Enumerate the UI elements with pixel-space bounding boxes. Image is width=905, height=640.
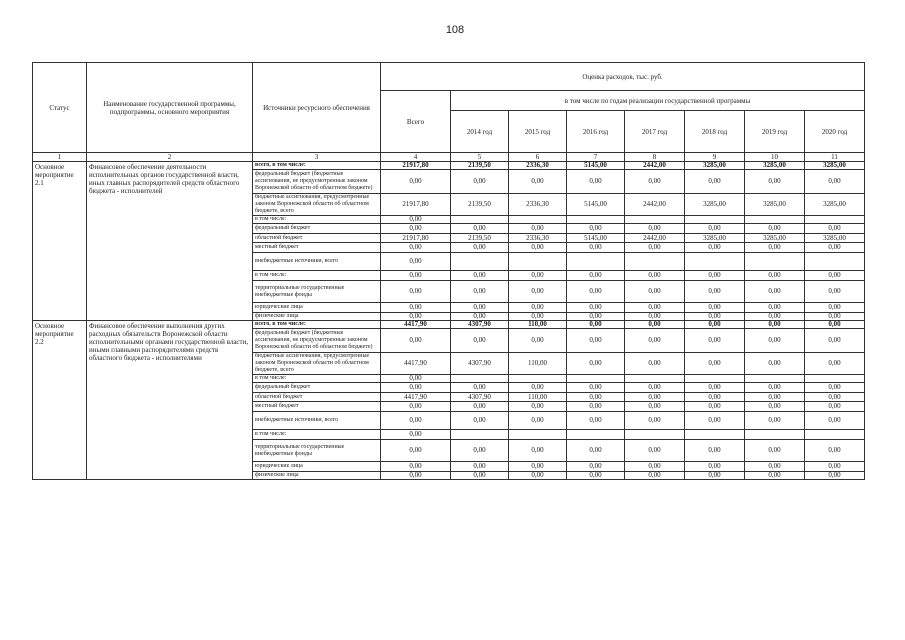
source-cell: внебюджетные источники, всего xyxy=(253,253,381,271)
table-row xyxy=(33,321,865,329)
value-cell xyxy=(685,430,745,440)
value-cell: 0,00 xyxy=(745,393,805,402)
table-row xyxy=(33,162,865,170)
source-cell: юридические лица xyxy=(253,303,381,313)
value-cell: 0,00 xyxy=(745,303,805,313)
value-cell: 0,00 xyxy=(745,353,805,375)
source-cell: местный бюджет xyxy=(253,243,381,253)
source-cell: местный бюджет xyxy=(253,402,381,412)
value-cell: 0,00 xyxy=(509,440,567,462)
budget-table xyxy=(32,62,865,480)
value-cell: 0,00 xyxy=(451,313,509,321)
value-cell: 0,00 xyxy=(381,329,451,353)
value-cell: 0,00 xyxy=(805,271,865,281)
value-cell: 0,00 xyxy=(625,462,685,472)
value-cell: 0,00 xyxy=(567,243,625,253)
value-cell: 5145,00 xyxy=(567,234,625,243)
header-name: Наименование государственной программы, подпрограммы, основного мероприятия xyxy=(87,63,253,153)
header-year: 2019 год xyxy=(745,111,805,153)
value-cell: 110,00 xyxy=(509,393,567,402)
value-cell xyxy=(509,375,567,383)
source-cell: физические лица xyxy=(253,472,381,480)
value-cell xyxy=(451,430,509,440)
value-cell: 0,00 xyxy=(625,281,685,303)
value-cell: 0,00 xyxy=(805,313,865,321)
value-cell: 0,00 xyxy=(625,313,685,321)
value-cell xyxy=(509,216,567,224)
value-cell: 0,00 xyxy=(381,383,451,393)
value-cell: 0,00 xyxy=(451,243,509,253)
value-cell: 0,00 xyxy=(685,281,745,303)
value-cell: 0,00 xyxy=(805,224,865,234)
value-cell: 0,00 xyxy=(625,303,685,313)
value-cell: 0,00 xyxy=(745,383,805,393)
program-name-cell: Финансовое обеспечение выполнения других расходных обязательств Воронежской области исполнительными органами государственной власти, иными главными распорядителями средств областного бюджета - исполнителями xyxy=(87,321,253,480)
value-cell: 0,00 xyxy=(685,393,745,402)
value-cell: 0,00 xyxy=(625,243,685,253)
value-cell: 0,00 xyxy=(567,303,625,313)
status-cell: Основное мероприятие 2.2 xyxy=(33,321,87,480)
value-cell: 0,00 xyxy=(451,383,509,393)
value-cell xyxy=(745,253,805,271)
value-cell: 0,00 xyxy=(381,281,451,303)
value-cell: 3285,00 xyxy=(805,194,865,216)
value-cell: 0,00 xyxy=(451,329,509,353)
value-cell: 0,00 xyxy=(381,224,451,234)
value-cell: 0,00 xyxy=(685,472,745,480)
value-cell xyxy=(509,253,567,271)
source-cell: в том числе: xyxy=(253,271,381,281)
value-cell: 0,00 xyxy=(685,440,745,462)
value-cell: 0,00 xyxy=(381,430,451,440)
value-cell: 0,00 xyxy=(685,321,745,329)
value-cell xyxy=(685,216,745,224)
value-cell xyxy=(685,253,745,271)
header-year: 2017 год xyxy=(625,111,685,153)
value-cell: 0,00 xyxy=(381,440,451,462)
value-cell: 0,00 xyxy=(451,412,509,430)
value-cell: 0,00 xyxy=(685,462,745,472)
value-cell: 3285,00 xyxy=(745,162,805,170)
column-number: 4 xyxy=(381,153,451,162)
value-cell: 0,00 xyxy=(567,271,625,281)
value-cell: 0,00 xyxy=(805,412,865,430)
value-cell: 0,00 xyxy=(381,462,451,472)
value-cell: 0,00 xyxy=(745,402,805,412)
source-cell: юридические лица xyxy=(253,462,381,472)
value-cell xyxy=(745,430,805,440)
column-number: 6 xyxy=(509,153,567,162)
value-cell: 2336,30 xyxy=(509,194,567,216)
value-cell xyxy=(451,216,509,224)
column-number: 11 xyxy=(805,153,865,162)
value-cell: 0,00 xyxy=(625,393,685,402)
value-cell: 0,00 xyxy=(625,329,685,353)
source-cell: федеральный бюджет xyxy=(253,383,381,393)
value-cell: 0,00 xyxy=(381,253,451,271)
source-cell: в том числе: xyxy=(253,216,381,224)
value-cell: 0,00 xyxy=(509,224,567,234)
value-cell: 0,00 xyxy=(625,353,685,375)
header-year: 2015 год xyxy=(509,111,567,153)
value-cell: 110,00 xyxy=(509,321,567,329)
value-cell: 0,00 xyxy=(745,313,805,321)
value-cell: 3285,00 xyxy=(685,194,745,216)
value-cell: 3285,00 xyxy=(745,234,805,243)
source-cell: федеральный бюджет xyxy=(253,224,381,234)
value-cell: 0,00 xyxy=(381,412,451,430)
page-number: 108 xyxy=(445,24,465,36)
value-cell: 21917,80 xyxy=(381,194,451,216)
value-cell: 5145,00 xyxy=(567,194,625,216)
value-cell xyxy=(625,216,685,224)
source-cell: физические лица xyxy=(253,313,381,321)
value-cell: 2139,50 xyxy=(451,234,509,243)
value-cell xyxy=(805,375,865,383)
value-cell: 0,00 xyxy=(567,383,625,393)
value-cell: 0,00 xyxy=(745,243,805,253)
column-number: 3 xyxy=(253,153,381,162)
value-cell: 0,00 xyxy=(567,313,625,321)
value-cell: 0,00 xyxy=(685,383,745,393)
column-number: 7 xyxy=(567,153,625,162)
value-cell: 0,00 xyxy=(509,303,567,313)
value-cell: 0,00 xyxy=(625,472,685,480)
header-total: Всего xyxy=(381,91,451,153)
value-cell xyxy=(745,375,805,383)
value-cell: 0,00 xyxy=(745,462,805,472)
value-cell: 0,00 xyxy=(509,383,567,393)
header-status: Статус xyxy=(33,63,87,153)
value-cell: 0,00 xyxy=(381,375,451,383)
value-cell: 3285,00 xyxy=(685,162,745,170)
value-cell: 0,00 xyxy=(685,243,745,253)
value-cell: 0,00 xyxy=(567,472,625,480)
source-cell: федеральный бюджет (бюджетные ассигнования, не предусмотренные законом Воронежской области об областном бюджете) xyxy=(253,170,381,194)
value-cell xyxy=(567,216,625,224)
value-cell: 0,00 xyxy=(567,224,625,234)
value-cell: 0,00 xyxy=(685,402,745,412)
value-cell: 0,00 xyxy=(625,170,685,194)
value-cell: 3285,00 xyxy=(805,234,865,243)
value-cell: 0,00 xyxy=(381,170,451,194)
header-year: 2014 год xyxy=(451,111,509,153)
value-cell: 0,00 xyxy=(509,313,567,321)
value-cell: 0,00 xyxy=(685,271,745,281)
value-cell xyxy=(509,430,567,440)
value-cell xyxy=(451,375,509,383)
value-cell: 4417,90 xyxy=(381,353,451,375)
value-cell: 0,00 xyxy=(685,313,745,321)
value-cell: 0,00 xyxy=(625,412,685,430)
value-cell: 0,00 xyxy=(567,440,625,462)
source-cell: территориальные государственные внебюджетные фонды xyxy=(253,440,381,462)
source-cell: областной бюджет xyxy=(253,234,381,243)
column-number: 5 xyxy=(451,153,509,162)
value-cell: 0,00 xyxy=(509,243,567,253)
value-cell: 0,00 xyxy=(509,472,567,480)
value-cell: 0,00 xyxy=(685,353,745,375)
value-cell xyxy=(625,375,685,383)
value-cell: 0,00 xyxy=(805,440,865,462)
column-number: 1 xyxy=(33,153,87,162)
value-cell: 0,00 xyxy=(567,170,625,194)
source-cell: в том числе: xyxy=(253,430,381,440)
source-cell: территориальные государственные внебюджетные фонды xyxy=(253,281,381,303)
value-cell: 0,00 xyxy=(805,353,865,375)
value-cell: 0,00 xyxy=(805,281,865,303)
value-cell: 4417,90 xyxy=(381,393,451,402)
column-number: 10 xyxy=(745,153,805,162)
value-cell: 0,00 xyxy=(567,462,625,472)
value-cell: 0,00 xyxy=(805,393,865,402)
value-cell: 3285,00 xyxy=(805,162,865,170)
value-cell: 0,00 xyxy=(625,402,685,412)
value-cell: 0,00 xyxy=(567,281,625,303)
value-cell: 0,00 xyxy=(509,329,567,353)
source-cell: в том числе: xyxy=(253,375,381,383)
value-cell: 0,00 xyxy=(509,271,567,281)
value-cell: 0,00 xyxy=(381,313,451,321)
value-cell: 110,00 xyxy=(509,353,567,375)
value-cell: 0,00 xyxy=(745,170,805,194)
value-cell: 0,00 xyxy=(745,224,805,234)
value-cell: 3285,00 xyxy=(745,194,805,216)
value-cell: 0,00 xyxy=(745,472,805,480)
value-cell: 0,00 xyxy=(509,281,567,303)
value-cell: 0,00 xyxy=(805,321,865,329)
value-cell: 0,00 xyxy=(451,224,509,234)
value-cell: 0,00 xyxy=(451,170,509,194)
value-cell: 2442,00 xyxy=(625,194,685,216)
value-cell xyxy=(805,216,865,224)
source-cell: бюджетные ассигнования, предусмотренные законом Воронежской области об областном бюджете, всего xyxy=(253,194,381,216)
value-cell: 0,00 xyxy=(381,243,451,253)
value-cell: 0,00 xyxy=(625,383,685,393)
value-cell: 0,00 xyxy=(805,472,865,480)
value-cell: 0,00 xyxy=(805,462,865,472)
value-cell: 0,00 xyxy=(685,224,745,234)
value-cell: 0,00 xyxy=(685,412,745,430)
value-cell xyxy=(805,253,865,271)
value-cell: 0,00 xyxy=(509,462,567,472)
value-cell: 2336,30 xyxy=(509,162,567,170)
value-cell: 2442,00 xyxy=(625,162,685,170)
value-cell xyxy=(567,375,625,383)
value-cell xyxy=(625,430,685,440)
value-cell: 0,00 xyxy=(451,271,509,281)
value-cell: 0,00 xyxy=(805,170,865,194)
value-cell: 0,00 xyxy=(567,402,625,412)
value-cell: 0,00 xyxy=(625,321,685,329)
value-cell: 0,00 xyxy=(625,440,685,462)
value-cell: 5145,00 xyxy=(567,162,625,170)
column-number: 8 xyxy=(625,153,685,162)
source-cell: внебюджетные источники, всего xyxy=(253,412,381,430)
value-cell: 0,00 xyxy=(567,321,625,329)
value-cell: 0,00 xyxy=(509,402,567,412)
value-cell xyxy=(567,253,625,271)
value-cell: 0,00 xyxy=(745,329,805,353)
value-cell: 0,00 xyxy=(509,412,567,430)
value-cell: 0,00 xyxy=(685,303,745,313)
value-cell: 0,00 xyxy=(451,303,509,313)
header-year: 2018 год xyxy=(685,111,745,153)
value-cell: 2139,50 xyxy=(451,194,509,216)
column-number: 9 xyxy=(685,153,745,162)
value-cell: 0,00 xyxy=(381,271,451,281)
value-cell: 0,00 xyxy=(745,271,805,281)
value-cell: 0,00 xyxy=(745,412,805,430)
value-cell: 0,00 xyxy=(805,383,865,393)
value-cell: 4307,90 xyxy=(451,393,509,402)
value-cell: 0,00 xyxy=(567,329,625,353)
value-cell: 0,00 xyxy=(805,402,865,412)
value-cell: 2139,50 xyxy=(451,162,509,170)
value-cell xyxy=(625,253,685,271)
value-cell: 2442,00 xyxy=(625,234,685,243)
value-cell: 0,00 xyxy=(685,329,745,353)
value-cell xyxy=(567,430,625,440)
column-number: 2 xyxy=(87,153,253,162)
header-by-years: в том числе по годам реализации государственной программы xyxy=(451,91,865,111)
value-cell: 0,00 xyxy=(625,271,685,281)
value-cell: 0,00 xyxy=(625,224,685,234)
value-cell: 0,00 xyxy=(451,440,509,462)
value-cell: 0,00 xyxy=(745,321,805,329)
value-cell: 0,00 xyxy=(745,440,805,462)
value-cell: 21917,80 xyxy=(381,234,451,243)
value-cell: 0,00 xyxy=(451,281,509,303)
value-cell: 0,00 xyxy=(381,303,451,313)
header-year: 2020 год xyxy=(805,111,865,153)
value-cell: 0,00 xyxy=(451,402,509,412)
value-cell: 0,00 xyxy=(381,472,451,480)
value-cell: 21917,80 xyxy=(381,162,451,170)
source-cell: всего, в том числе: xyxy=(253,321,381,329)
value-cell: 2336,30 xyxy=(509,234,567,243)
value-cell xyxy=(451,253,509,271)
source-cell: областной бюджет xyxy=(253,393,381,402)
value-cell xyxy=(805,430,865,440)
value-cell xyxy=(745,216,805,224)
value-cell: 0,00 xyxy=(745,281,805,303)
value-cell: 0,00 xyxy=(567,353,625,375)
value-cell: 0,00 xyxy=(685,170,745,194)
value-cell xyxy=(685,375,745,383)
source-cell: бюджетные ассигнования, предусмотренные законом Воронежской области об областном бюджете, всего xyxy=(253,353,381,375)
value-cell: 4307,90 xyxy=(451,321,509,329)
value-cell: 0,00 xyxy=(451,462,509,472)
program-name-cell: Финансовое обеспечение деятельности исполнительных органов государственной власти, иных главных распорядителей средств областного бюджета - исполнителей xyxy=(87,162,253,321)
value-cell: 0,00 xyxy=(381,402,451,412)
value-cell: 0,00 xyxy=(451,472,509,480)
value-cell: 0,00 xyxy=(805,329,865,353)
value-cell: 0,00 xyxy=(381,216,451,224)
header-year: 2016 год xyxy=(567,111,625,153)
value-cell: 0,00 xyxy=(567,393,625,402)
value-cell: 4417,90 xyxy=(381,321,451,329)
value-cell: 3285,00 xyxy=(685,234,745,243)
value-cell: 0,00 xyxy=(805,243,865,253)
status-cell: Основное мероприятие 2.1 xyxy=(33,162,87,321)
source-cell: федеральный бюджет (бюджетные ассигнования, не предусмотренные законом Воронежской области об областном бюджете) xyxy=(253,329,381,353)
value-cell: 4307,90 xyxy=(451,353,509,375)
header-estimate: Оценка расходов, тыс. руб. xyxy=(381,63,865,91)
source-cell: всего, в том числе: xyxy=(253,162,381,170)
value-cell: 0,00 xyxy=(509,170,567,194)
value-cell: 0,00 xyxy=(567,412,625,430)
header-sources: Источники ресурсного обеспечения xyxy=(253,63,381,153)
value-cell: 0,00 xyxy=(805,303,865,313)
